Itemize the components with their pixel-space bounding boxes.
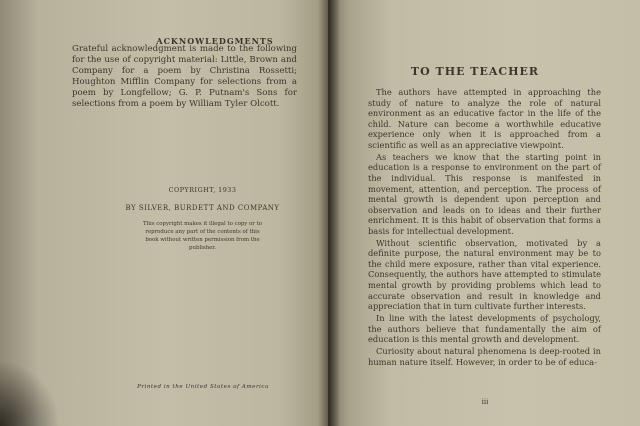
printed-in-note: Printed in the United States of America <box>137 384 269 390</box>
paragraph: The authors have attempted in approaching the study of nature to analyze the role of natural environment as an educative factor in the life of the child. Nature can become a worthwhile educative experience only when it is approached from a scientific as well as an appreciative viewpoint. <box>368 87 601 150</box>
corner-shadow <box>0 360 60 426</box>
teacher-heading: TO THE TEACHER <box>410 65 540 78</box>
rights-note: This copyright makes it illegal to copy or to reproduce any part of the contents of this book without written permission from the publisher. <box>142 221 262 251</box>
teacher-body <box>368 87 601 368</box>
paragraph: As teachers we know that the starting point in education is a response to environment on the part of the individual. This response is manifested in movement, attention, and perception. The process of mental growth is dependent upon perception and observation and leads on to ideas and their further enrichment. It is this habit of observation that forms a basis for intellectual development. <box>368 151 601 236</box>
paragraph: In line with the latest developments of psychology, the authors believe that fundamentally the aim of education is this mental growth and development. <box>368 313 601 345</box>
paragraph: Without scientific observation, motivated by a definite purpose, the natural environment may be to the child mere exposure, rather than vital experience. Consequently, the authors have attempted to stimulate mental growth by providing problems which lead to accurate observation and result in knowledge and appreciation that in turn cultivate further interests. <box>368 237 601 312</box>
acknowledgments-heading: ACKNOWLEDGMENTS <box>156 36 274 46</box>
copyright-block <box>120 186 285 252</box>
paragraph: Curiosity about natural phenomena is deep-rooted in human nature itself. However, in order to be of educa- <box>368 346 601 367</box>
page-number: iii <box>481 398 489 406</box>
book-gutter-shadow <box>318 0 340 426</box>
publisher-line: BY SILVER, BURDETT AND COMPANY <box>125 204 280 212</box>
acknowledgments-text: Grateful acknowledgment is made to the following for the use of copyright material: Little, Brown and Company for a poem by Christina Rossetti; Houghton Mifflin Company for selections from a poem by Longfellow; G. P. Putnam's Sons for selections from a poem by William Tyler Olcott. <box>72 44 297 109</box>
copyright-line: COPYRIGHT, 1933 <box>168 186 237 194</box>
